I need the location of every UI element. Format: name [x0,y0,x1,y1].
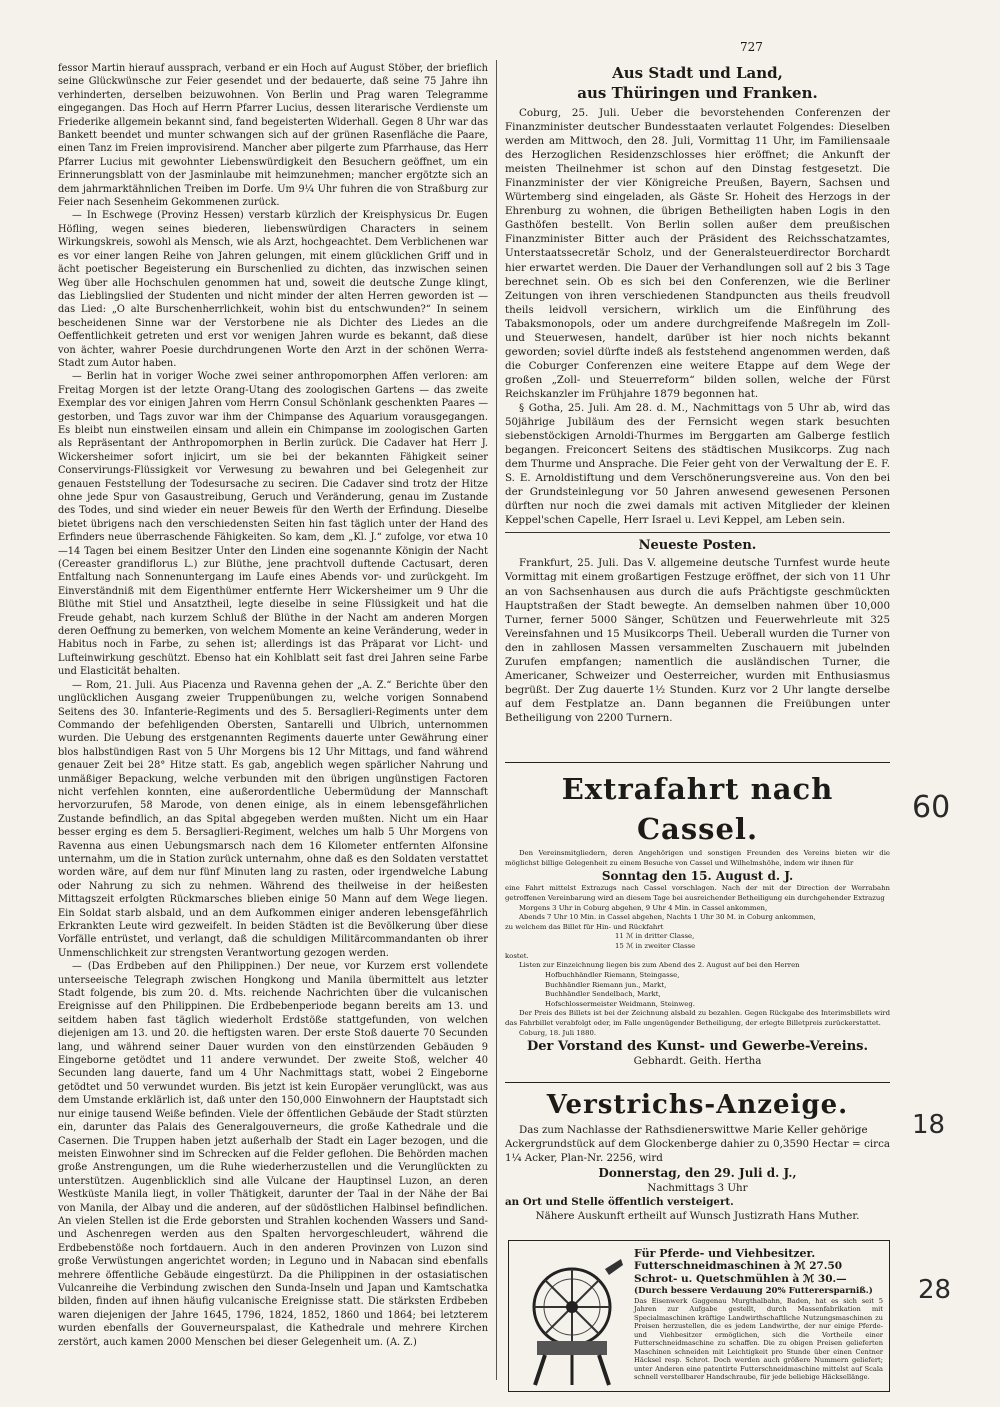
merchant-item: Buchhändler Riemann jun., Markt, [545,980,667,989]
ad-extrafahrt [505,762,890,1068]
machine-body: Das Eisenwerk Gaggenau Murgthalbahn, Baden, hat es sich seit 5 Jahren zur Aufgabe gestellt, durch Massenfabrikation mit Specialmaschinen kräftige Landwirthschaftliche Nutzungsmaschinen zu Preisen herzustellen, die es jedem Landwirthe, der nur einige Pferde- und Viehbesitzer ermöglichen, sich die Vortheile einer Futterschneidmaschine zu schaffen. Die zu obigen Preisen gelieferten Maschinen schneiden mit Leichtigkeit pro Stunde über einen Centner Häcksel resp. Schrot. Doch werden auch größere Nummern geliefert; unter Anderen eine patentirte Futterschneidmaschine mittelst auf Scala schnell verstellbarer Handschraube, für jede beliebige Häcksellänge. [634,1297,883,1382]
ad-extrafahrt-ticket: zu welchem das Billet für Hin- und Rückfahrt [505,922,664,931]
machine-text [634,1247,883,1382]
article-philippines: — (Das Erdbeben auf den Philippinen.) Der neue, vor Kurzem erst vollendete unterseeische Telegraph zwischen Hongkong und Manila übermittelt aus letzter Stadt folgende, bis zum 20. d. Mts. reichende Nachrichten über die vulcanischen Ereignisse auf den Philippinen. Die Erdbebenperiode begann bereits am 13. und seitdem haben fast täglich wiederholt Erdstöße stattgefunden, von welchen diejenigen am 13. und 20. die heftigsten waren. Der erste Stoß dauerte 70 Secunden lang, und während seiner Dauer wurden von den einstürzenden Gebäuden 9 Eingeborne getödtet und 11 andere verwundet. Der zweite Stoß, welcher 40 Secunden lang dauerte, fand um 4 Uhr Nachmittags statt, wobei 2 Eingeborne getödtet und 50 verwundet wurden. Bis jetzt ist kein Europäer verunglückt, was aus dem Umstande erklärlich ist, daß unter den 150,000 Einwohnern der Hauptstadt sich nur einige tausend Weiße befinden. Viele der öffentlichen Gebäude der Stadt stürzten ein, darunter das Palais des Generalgouverneurs, die große Kathedrale und die Casernen. Die Truppen haben jetzt außerhalb der Stadt ein Lager bezogen, und die meisten Einwohner sind im Schrecken auf die Felder geflohen. Die Behörden machen große Anstrengungen, um die Ruhe wiederherzustellen und die Verunglückten zu unterstützen. Augenblicklich sind alle Vulcane der Hauptinsel Luzon, an deren Westküste Manila liegt, in voller Thätigkeit, darunter der Taal in der Nähe der Bai von Manila, der Albay und die anderen, auf der südöstlichen Halbinsel befindlichen. An vielen Stellen ist die Erde geborsten und Strahlen kochenden Wassers und Sand- und Aschenregen werden aus den Spalten hervorgeschleudert, während die Erdbebenstöße noch fortdauern. Auch in den anderen Provinzen von Luzon sind große Verwüstungen angerichtet worden; in Leguno und in Nabacan sind ebenfalls mehrere öffentliche Gebäude eingestürzt. Da die Philippinen in der ostasiatischen Vulcanreihe die Verbindung zwischen den Sunda-Inseln und Japan und Kamtschatka bilden, finden auf ihnen häufig vulcanische Ereignisse statt. Die stärksten Erdbeben waren diejenigen der Jahre 1645, 1796, 1824, 1852, 1860 und 1864; bei letzterem wurden ebenfalls der Gouverneurspalast, die Kathedrale und mehrere Kirchen zerstört, auch kamen 2000 Menschen bei dieser Gelegenheit um. (A. Z.) [58,961,488,1348]
ad-extrafahrt-schedule-1: Morgens 3 Uhr in Coburg abgehen, 9 Uhr 4 Min. in Cassel ankommen, [519,903,768,912]
section-title: Aus Stadt und Land, [612,64,783,82]
ad-verstrich-date: Donnerstag, den 29. Juli d. J., [598,1166,797,1181]
machine-illustration-icon [517,1249,627,1389]
ad-extrafahrt-schedule-2: Abends 7 Uhr 10 Min. in Cassel abgehen, Nachts 1 Uhr 30 M. in Coburg ankommen, [519,913,816,922]
section-subtitle: aus Thüringen und Franken. [577,84,818,102]
ad-verstrich-line-2: Ackergrundstück auf dem Glockenberge dahier zu 0,3590 Hectar = circa 1¼ Acker, Plan-Nr. 2256, wird [505,1138,890,1165]
machine-note: (Durch bessere Verdauung 20% Futterersparniß.) [634,1286,873,1296]
ad-verstrich-line-1: Das zum Nachlasse der Rathsdienerswittwe Marie Keller gehörige [519,1124,868,1136]
article-gotha: § Gotha, 25. Juli. Am 28. d. M., Nachmittags von 5 Uhr ab, wird das 50jährige Jubiläum des der Fernsicht wegen stark besuchten siebenstöckigen Arnoldi-Thurmes im Berggarten am Galberge festlich begangen. Freiconcert Seitens des städtischen Musikcorps. Zug nach dem Thurme und Ansprache. Die Feier geht von der Verwaltung der E. F. S. E. Arnoldistiftung und dem Verschönerungsvereine aus. Von den bei der Grundsteinlegung vor 50 Jahren anwesend gewesenen Personen dürften nur noch die zwei damals mit activen Mitglieder der kleinen Keppel'schen Capelle, Herr Israel u. Levi Keppel, am Leben sein. [505,401,890,527]
merchant-item: Hofschlossermeister Weidmann, Steinweg. [545,999,695,1008]
article-frankfurt: Frankfurt, 25. Juli. Das V. allgemeine deutsche Turnfest wurde heute Vormittag mit einem großartigen Festzuge eröffnet, der sich von 11 Uhr an von Sachsenhausen aus durch die aufs Prächtigste geschmückten Hauptstraßen der Stadt bewegte. An demselben nahmen über 10,000 Turner, ferner 5000 Sänger, Schützen und Feuerwehrleute mit 325 Vereinsfahnen und 15 Musikcorps Theil. Ueberall wurden die Turner von den in zahllosen Massen versammelten Zuschauern mit jubelnden Zurufen empfangen; namentlich die ausländischen Turner, die Americaner, Schweizer und Oesterreicher, wurden mit Enthusiasmus begrüßt. Der Zug dauerte 1½ Stunden. Kurz vor 2 Uhr langte derselbe auf dem Festplatze an. Dann begannen die Freiübungen unter Betheiligung von 2200 Turnern. [505,557,890,724]
machine-title: Für Pferde- und Viehbesitzer. [634,1247,816,1260]
ad-extrafahrt-price-note: Der Preis des Billets ist bei der Zeichnung alsbald zu bezahlen. Gegen Rückgabe des Interimsbillets wird das Fahrbillet verabfolgt oder, im Falle ungenügender Betheiligung, der erlegte Billetpreis zurückerstattet. [505,1009,890,1027]
ad-extrafahrt-body: eine Fahrt mittelst Extrazugs nach Cassel vorschlagen. Nach der mit der Direction der Werrabahn getroffenen Vereinbarung wird an diesem Tage bei ausreichender Betheiligung ein durchgehender Extrazug [505,884,890,902]
ad-extrafahrt-costs: kostet. [505,951,529,960]
ad-extrafahrt-date: Sonntag den 15. August d. J. [601,869,794,884]
ad-extrafahrt-fee-2nd: 15 ℳ in zweiter Classe [615,942,696,950]
ad-verstrich-time: Nachmittags 3 Uhr [647,1182,748,1195]
ad-extrafahrt-lists: Listen zur Einzeichnung liegen bis zum Abend des 2. August auf bei den Herren [519,961,800,970]
ad-extrafahrt-place-date: Coburg, 18. Juli 1880. [519,1028,597,1037]
margin-mark: 28 [918,1275,952,1305]
article-coburg: Coburg, 25. Juli. Ueber die bevorstehenden Conferenzen der Finanzminister deutscher Bundesstaaten verlautet Folgendes: Dieselben werden am Mittwoch, den 28. Juli, Vormittag 11 Uhr, im Familiensaale des Herzoglichen Residenzschlosses hier eröffnet; die Ankunft der meisten Theilnehmer ist schon auf den Dinstag festgesetzt. Die Finanzminister der vier Königreiche Preußen, Bayern, Sachsen und Würtemberg sind eingeladen, als Gäste Sr. Hoheit des Herzogs in der Ehrenburg zu wohnen, die übrigen Betheiligten haben Logis in den Gasthöfen bestellt. Von Berlin sollen außer dem preußischen Finanzminister Bitter auch der Präsident des Reichsschatzamtes, Unterstaatssecretär Scholz, und der Generalsteuerdirector Borchardt hier erwartet werden. Die Dauer der Verhandlungen soll auf 2 bis 3 Tage berechnet sein. Ob es sich bei den Conferenzen, wie die Berliner Zeitungen von ihren verschiedenen Standpuncten aus theils freudvoll theils leidvoll versichern, wirklich um die Einführung des Tabaksmonopols, oder um andere durchgreifende Maßregeln im Zoll- und Steuerwesen, handelt, darüber ist hier noch nichts bekannt geworden; soviel dürfte indeß als feststehend angenommen werden, daß die Coburger Conferenzen eine weitere Etappe auf dem Wege der großen „Zoll- und Steuerreform“ bilden sollen, welche der Fürst Reichskanzler im Frühjahre 1879 begonnen hat. [505,107,890,400]
ad-extrafahrt-names: Gebhardt. Geith. Hertha [633,1055,762,1068]
left-column [58,62,488,1349]
ad-extrafahrt-title: Extrafahrt nach Cassel. [561,772,834,846]
ad-extrafahrt-fee-3rd: 11 ℳ in dritter Classe, [615,932,695,941]
ad-verstrich-title: Verstrichs-Anzeige. [546,1090,849,1120]
merchant-item: Buchhändler Sendelbach, Markt, [545,990,661,999]
article-eschwege: — In Eschwege (Provinz Hessen) verstarb kürzlich der Kreisphysicus Dr. Eugen Höfling, wegen seines biederen, liebenswürdigen Characters in seinem Wirkungskreis, sowohl als Mensch, wie als Arzt, hochgeachtet. Dem Verblichenen war es vor einer langen Reihe von Jahren gelungen, mit einem glücklichen Griff und in ächt poetischer Begeisterung ein Burschenlied zu dichten, das inzwischen seinen Weg über alle Hochschulen genommen hat und, soweit die deutsche Zunge klingt, das Lieblingslied der Studenten und nicht minder der alten Herren geworden ist — das Lied: „O alte Burschenherrlichkeit, wohin bist du entschwunden?“ In seinem bescheidenen Sinne war der Verstorbene nie als Dichter des Liedes an die Oeffentlichkeit getreten und erst vor wenigen Jahren wurde es bekannt, daß diese von ächter, wahrer Poesie durchdrungenen Worte den Arzt in der schönen Werra-Stadt zum Autor haben. [58,210,488,369]
ad-futtermaschine [508,1240,890,1392]
machine-price-1: Futterschneidmaschinen à ℳ 27.50 [634,1260,843,1272]
right-column [505,62,890,725]
divider [505,532,890,533]
margin-mark: 18 [912,1110,946,1140]
ad-verstrich-info: Nähere Auskunft ertheilt auf Wunsch Justizrath Hans Muther. [535,1210,860,1223]
margin-mark: 60 [912,790,951,825]
page-number: 727 [740,40,763,54]
ad-extrafahrt-signature: Der Vorstand des Kunst- und Gewerbe-Vereins. [526,1039,869,1055]
article-berlin-apes: — Berlin hat in voriger Woche zwei seiner anthropomorphen Affen verloren: am Freitag Morgen ist der letzte Orang-Utang des zoologischen Gartens — das zweite Exemplar des vor einigen Jahren vom Herrn Consul Schönlank geschenkten Paares — gestorben, und Tags zuvor war ihm der Chimpanse des Aquarium vorausgegangen. Es bleibt nun einstweilen einsam und allein ein Chimpanse im zoologischen Garten als Repräsentant der Anthropomorphen in Berlin zurück. Die Cadaver hat Herr J. Wickersheimer sofort injicirt, um sie bei der bekannten Fähigkeit seiner Conservirungs-Flüssigkeit vor Verwesung zu bewahren und bei Gelegenheit zur genauen Feststellung der Todesursache zu seciren. Die Cadaver sind trotz der Hitze ohne jede Spur von Gasaustreibung, Geruch und Veränderung, genau im Zustande des Todes, und sind wieder ein neuer Beweis für den Werth der Erfindung. Dieselbe bietet übrigens nach den verschiedensten Seiten hin fast täglich unter der Hand des Erfinders neue überraschende Fähigkeiten. So kam, dem „Kl. J.“ zufolge, vor etwa 10—14 Tagen bei einem Besitzer Unter den Linden eine sogenannte Königin der Nacht (Cereaster grandiflorus L.) zur Blüthe, jene prachtvoll duftende Cactusart, deren Entfaltung nach Sonnenuntergang im Laufe eines Abends vor- und zurückgeht. Im Einverständniß mit dem Eigenthümer entfernte Herr Wickersheimer um 9 Uhr die Blüthe mit Stiel und Ansatztheil, legte dieselbe in seine Flüssigkeit und hat die Freude gehabt, nach kurzem Schluß der Blüthe in der Nacht am anderen Morgen deren Oeffnung zu bemerken, von welchem Momente an keine Veränderung, weder in Habitus noch in Farbe, zu sehen ist; allerdings ist das Präparat vor Licht- und Lufteinwirkung geschützt. Ebenso hat ein Kohlblatt seit fast drei Jahren seine Farbe und Elasticität behalten. [58,371,488,678]
article-sesenheim: fessor Martin hierauf aussprach, verband er ein Hoch auf August Stöber, der brieflich seine Glückwünsche zur Feier gesendet und der bedauerte, daß seine 75 Jahre ihn verhinderten, derselben beizuwohnen. Von Berlin und Prag waren Telegramme eingegangen. Das Hoch auf Herrn Pfarrer Lucius, dessen literarische Verdienste um Friederike allgemein bekannt sind, fand begeisterten Widerhall. Gegen 8 Uhr war das Bankett beendet und munter schwangen sich auf der grünen Rasenfläche die Paare, einen Tanz im Freien improvisirend. Mancher aber pilgerte zum Pfarrhause, das Herr Pfarrer Lucius mit gewohnter Liebenswürdigkeit den Besuchern geöffnet, um ein Erinnerungsblatt von der Jasminlaube mit heimzunehmen; mancher ergötzte sich an dem jahrmarktähnlichen Treiben im Dorfe. Um 9¼ Uhr fuhren die von Straßburg zur Feier nach Sesenheim Gekommenen zurück. [58,63,488,209]
article-rom: — Rom, 21. Juli. Aus Piacenza und Ravenna gehen der „A. Z.“ Berichte über den unglücklichen Ausgang zweier Truppenübungen zu, welche vorigen Sonnabend Seitens des 30. Infanterie-Regiments und des 5. Bersaglieri-Regiments unter dem Commando der befehligenden Obersten, Santarelli und Ulbrich, unternommen wurden. Die Uebung des erstgenannten Regiments dauerte unter Gewährung einer blos halbstündigen Rast von 5 Uhr Morgens bis 12 Uhr Mittags, und fand während genauer Zeit bei 28° Hitze statt. Es gab, angeblich wegen spärlicher Nahrung und unmäßiger Bepackung, welche verbunden mit den übrigen ungünstigen Factoren nicht verfehlen konnten, eine außerordentliche Uebermüdung der Mannschaft hervorzurufen, 58 Marode, von denen einige, als in einem lebensgefährlichen Zustande befindlich, an das Spital abgegeben werden mußten. Nicht um ein Haar besser erging es dem 5. Bersaglieri-Regiment, welches um halb 5 Uhr Morgens von Ravenna aus einen Uebungsmarsch nach dem 16 Kilometer entfernten Alfonsine unternahm, um die in Station zurück unternahm, ohne daß es den Soldaten verstattet worden wäre, auf dem nur fünf Minuten lang zu rasten, oder irgendwelche Labung oder Nahrung zu sich zu nehmen. Während des theilweise in der heißesten Mittagszeit erfolgten Rückmarsches blieben einige 50 Mann auf dem Wege liegen. Ein Soldat starb alsbald, und an dem Aufkommen einiger anderen lebensgefährlich Erkrankten Leute wird gezweifelt. In beiden Städten ist die Bevölkerung über diese Vorfälle entrüstet, und verlangt, daß die schuldigen Militärcommandanten ob ihrer Unmenschlichkeit zur strengsten Verantwortung gezogen werden. [58,679,488,959]
machine-price-2: Schrot- u. Quetschmühlen à ℳ 30.— [634,1273,847,1285]
ad-extrafahrt-intro: Den Vereinsmitgliedern, deren Angehörigen und sonstigen Freunden des Vereins bieten wir die möglichst billige Gelegenheit zu einem Besuche von Cassel und Wilhelmshöhe, indem wir ihnen für [505,849,890,867]
merchant-item: Hofbuchhändler Riemann, Steingasse, [545,970,680,979]
column-divider [496,60,497,1380]
ad-verstrich [505,1082,890,1233]
news-heading: Neueste Posten. [638,538,757,554]
ad-verstrich-place: an Ort und Stelle öffentlich versteigert. [505,1196,734,1209]
